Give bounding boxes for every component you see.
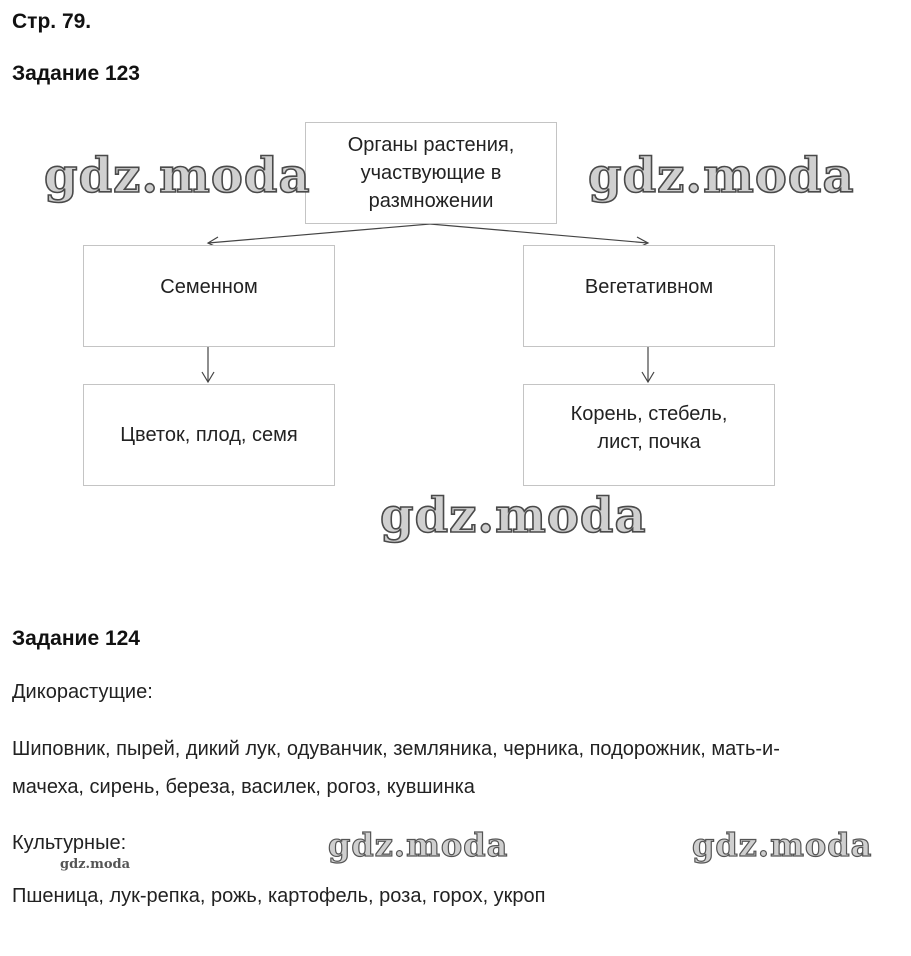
- arrow-root-to-right: [430, 224, 648, 243]
- watermark: gdz.moda: [692, 826, 873, 864]
- wild-plants-list-line-2: мачеха, сирень, береза, василек, рогоз, кувшинка: [12, 776, 475, 798]
- left-leaf-label: Цветок, плод, семя: [120, 424, 298, 446]
- right-leaf-line-2: лист, почка: [597, 431, 701, 453]
- root-line-3: размножении: [368, 190, 494, 212]
- diagram-left-box: [83, 245, 335, 347]
- left-node-label: Семенном: [160, 276, 258, 298]
- watermark: gdz.moda: [44, 148, 311, 204]
- diagram-left-leaf-box: [83, 384, 335, 486]
- cultured-plants-label: Культурные:: [12, 832, 127, 854]
- diagram-root-box: [305, 122, 557, 224]
- watermark: gdz.moda: [60, 857, 131, 872]
- diagram-right-leaf-box: [523, 384, 775, 486]
- root-line-1: Органы растения,: [347, 134, 515, 156]
- cultured-plants-list: Пшеница, лук-репка, рожь, картофель, роза, горох, укроп: [12, 885, 546, 907]
- wild-plants-list-line-1: Шиповник, пырей, дикий лук, одуванчик, земляника, черника, подорожник, мать-и-: [12, 738, 780, 760]
- task-123-title: Задание 123: [12, 62, 140, 85]
- diagram-right-box: [523, 245, 775, 347]
- wild-plants-label: Дикорастущие:: [12, 681, 153, 703]
- watermark: gdz.moda: [380, 488, 647, 544]
- right-leaf-line-1: Корень, стебель,: [570, 403, 728, 425]
- right-node-label: Вегетативном: [584, 276, 714, 298]
- watermark: gdz.moda: [328, 826, 509, 864]
- root-line-2: участвующие в: [360, 162, 502, 184]
- watermark: gdz.moda: [588, 148, 855, 204]
- page-number: Стр. 79.: [12, 10, 92, 33]
- task-124-title: Задание 124: [12, 627, 140, 650]
- arrow-root-to-left: [208, 224, 430, 243]
